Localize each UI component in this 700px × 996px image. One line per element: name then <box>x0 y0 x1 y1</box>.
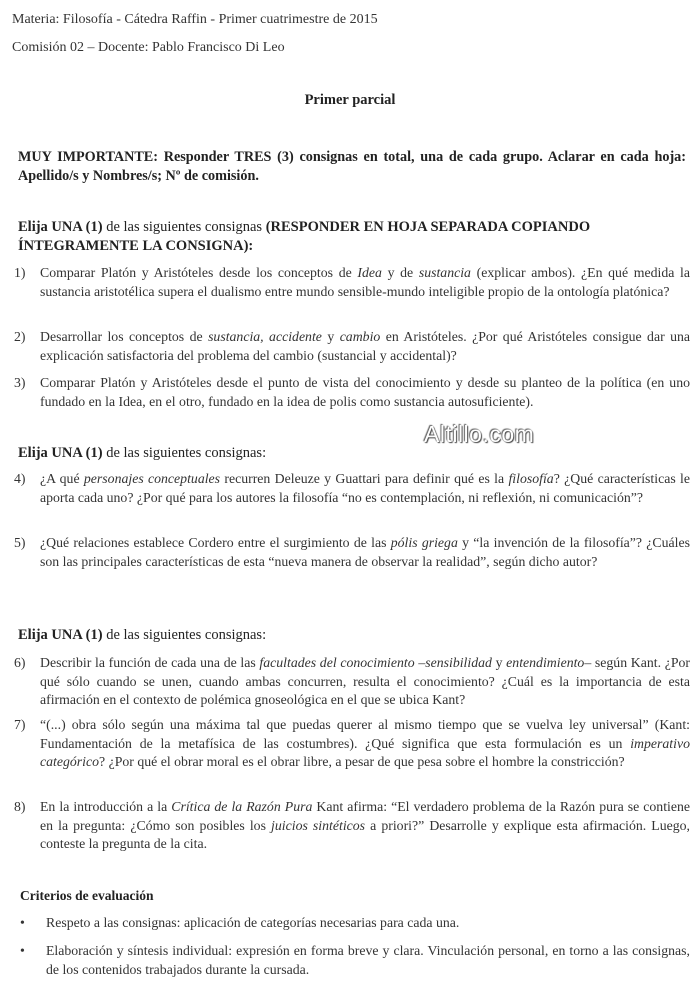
group-3-lead: Elija UNA (1) <box>18 627 103 643</box>
question-text: Desarrollar los conceptos de sustancia, accidente y cambio en Aristóteles. ¿Por qué Aristóteles consigue dar una explicación satisfactoria del problema del cambio (sustancial y accidental)? <box>40 329 691 363</box>
criteria-heading: Criterios de evaluación <box>20 888 154 903</box>
question-4 <box>14 470 690 507</box>
question-number: 7) <box>14 717 26 732</box>
question-1 <box>14 264 690 301</box>
question-text: ¿Qué relaciones establece Cordero entre el surgimiento de las pólis griega y “la invención de la filosofía”? ¿Cuáles son las principales características de esta “nueva manera de observar la realidad”, según dicho autor? <box>40 535 690 569</box>
question-6 <box>14 654 690 710</box>
question-8 <box>14 798 690 854</box>
group-1-heading <box>18 218 684 256</box>
header-commission: Comisión 02 – Docente: Pablo Francisco Di Leo <box>12 40 285 55</box>
bullet-icon: • <box>20 943 25 958</box>
question-number: 1) <box>14 265 26 280</box>
criteria-item: • Elaboración y síntesis individual: expresión en forma breve y clara. Vinculación personal, en torno a las consignas, de los contenidos trabajados durante la cursada. <box>20 943 690 977</box>
question-number: 8) <box>14 799 26 814</box>
group-2-heading <box>18 444 418 463</box>
page-title: Primer parcial <box>304 92 396 108</box>
question-number: 6) <box>14 655 26 670</box>
question-5 <box>14 534 690 571</box>
group-3-heading <box>18 626 418 645</box>
group-3-rest: de las siguientes consignas: <box>102 627 267 643</box>
group-2-lead: Elija UNA (1) <box>18 445 103 461</box>
question-text: ¿A qué personajes conceptuales recurren Deleuze y Guattari para definir qué es la filosofía? ¿Qué características le aporta cada uno? ¿Por qué para los autores la filosofía “no es contemplación, ni reflexión, ni comunicación”? <box>40 471 690 505</box>
question-2 <box>14 328 690 365</box>
question-number: 2) <box>14 329 26 344</box>
question-number: 3) <box>14 375 26 390</box>
question-number: 4) <box>14 471 26 486</box>
group-1-rest: de las siguientes consignas <box>102 219 266 235</box>
question-text: Comparar Platón y Aristóteles desde el punto de vista del conocimiento y desde su planteo de la política (en uno fundado en la Idea, en el otro, fundado en la idea de polis como sustancia autosuficiente). <box>40 375 690 409</box>
question-text: “(...) obra sólo según una máxima tal que puedas querer al mismo tiempo que se vuelva ley universal” (Kant: Fundamentación de la metafísica de las costumbres). ¿Qué significa que esta formulación es un imperativo categórico? ¿Por qué el obrar moral es el obrar libre, a pesar de que pesa sobre el hombre la constricción? <box>40 717 690 769</box>
criteria-item: • Respeto a las consignas: aplicación de categorías necesarias para cada una. <box>20 914 690 933</box>
question-text: En la introducción a la Crítica de la Razón Pura Kant afirma: “El verdadero problema de la Razón pura se contiene en la pregunta: ¿Cómo son posibles los juicios sintéticos a priori?” Desarrolle y explique esta afirmación. Luego, conteste la pregunta de la cita. <box>40 799 691 851</box>
question-number: 5) <box>14 535 26 550</box>
watermark-logo: Altillo.com <box>424 421 535 447</box>
question-text: Describir la función de cada una de las facultades del conocimiento –sensibilidad y entendimiento– según Kant. ¿Por qué sólo cuando se unen, cuando ambas concurren, resulta el conocimiento? ¿Cuál es la importancia de esta afirmación en el contexto de polémica gnoseológica en el que se ubica Kant? <box>40 655 691 707</box>
group-1-extra: (RESPONDER EN HOJA SEPARADA COPIANDO ÍNTEGRAMENTE LA CONSIGNA): <box>18 219 591 254</box>
bullet-icon: • <box>20 915 25 930</box>
group-1-lead: Elija UNA (1) <box>18 219 103 235</box>
group-2-rest: de las siguientes consignas: <box>102 445 267 461</box>
question-7 <box>14 716 690 772</box>
question-3 <box>14 374 690 411</box>
question-text: Comparar Platón y Aristóteles desde los conceptos de Idea y de sustancia (explicar ambos). ¿En qué medida la sustancia aristotélica supera el dualismo entre mundo sensible-mundo inteligible propio de la ontología platónica? <box>40 265 690 299</box>
instructions: MUY IMPORTANTE: Responder TRES (3) consignas en total, una de cada grupo. Aclarar en cada hoja: Apellido/s y Nombres/s; Nº de comisión. <box>18 149 686 184</box>
header-subject: Materia: Filosofía - Cátedra Raffin - Primer cuatrimestre de 2015 <box>12 12 378 27</box>
